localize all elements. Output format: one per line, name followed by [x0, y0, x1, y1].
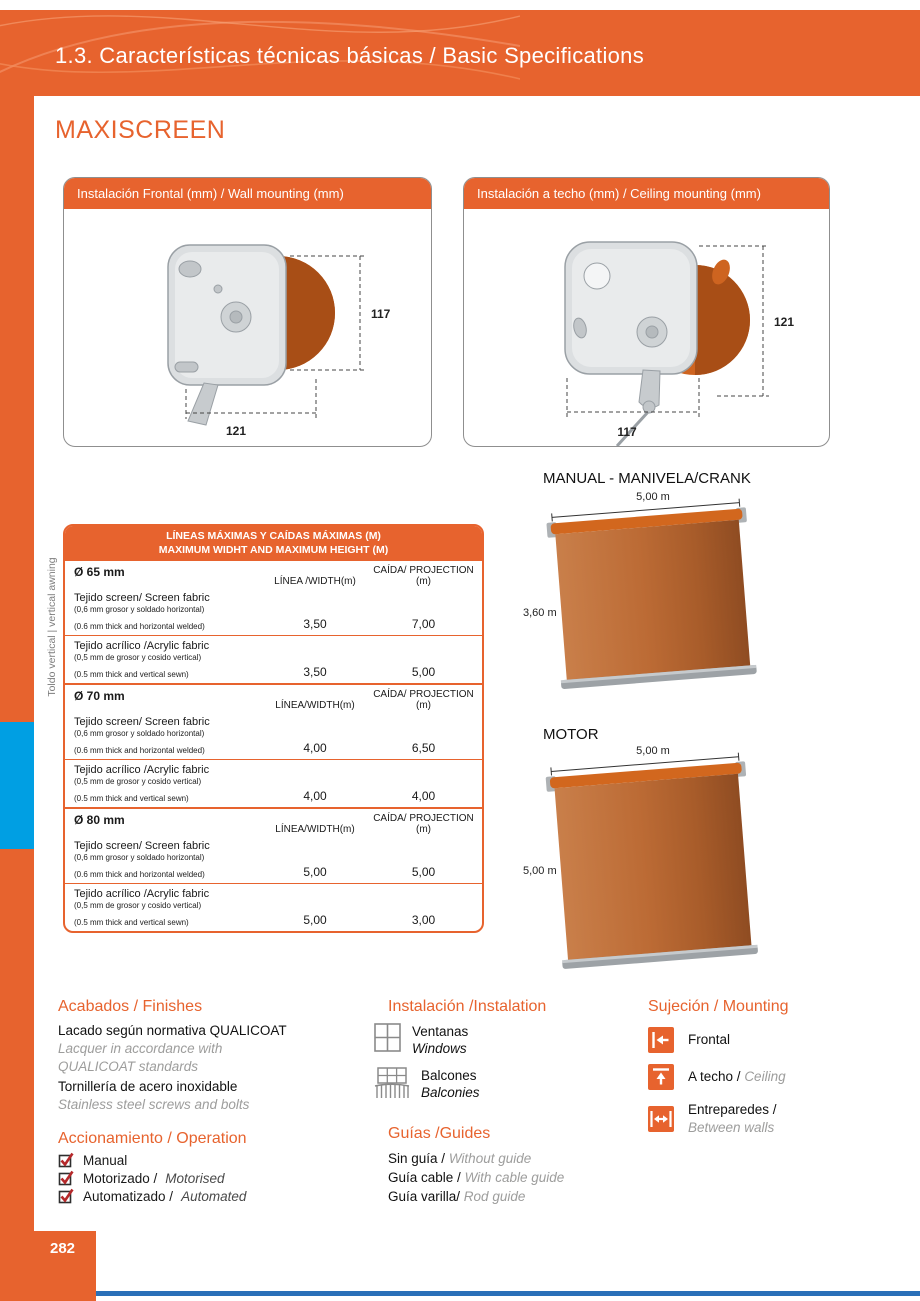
wall-dim-vertical: 117: [370, 306, 390, 321]
projection-value: 4,00: [411, 789, 436, 803]
mounting-label-es: Entreparedes /: [688, 1102, 777, 1117]
ceiling-dim-horizontal: 117: [616, 424, 637, 439]
projection-value: 5,00: [411, 865, 436, 879]
ceiling-mounting-diagram: [467, 210, 827, 446]
operation-label-es: Manual: [83, 1152, 128, 1168]
mounting-item: [648, 1027, 898, 1053]
ceiling-arrow-icon: [648, 1064, 674, 1090]
diameter-label: Ø 80 mm: [74, 813, 125, 827]
projection-value: 7,00: [411, 617, 436, 631]
motor-height-dim: 5,00 m: [523, 865, 557, 877]
table-row: [65, 884, 482, 931]
col-header-width: LÍNEA /WIDTH(m): [274, 576, 356, 587]
guide-item: [388, 1187, 609, 1206]
spec-table: [63, 524, 484, 933]
width-value: 3,50: [303, 617, 327, 631]
operation-label-en: Motorised: [165, 1170, 225, 1186]
side-strip: [0, 96, 34, 1301]
fabric-spec-es: (0,6 mm grosor y soldado horizontal): [74, 853, 205, 862]
guide-item: [388, 1149, 609, 1168]
side-vertical-label: Toldo vertical | vertical awning: [46, 557, 58, 697]
operation-item: [58, 1152, 338, 1168]
width-value: 4,00: [303, 789, 327, 803]
table-group-header: [65, 561, 482, 588]
motor-awning-label: MOTOR: [543, 726, 599, 743]
finishes-title: Acabados / Finishes: [58, 998, 203, 1015]
col-header-projection: CAÍDA/ PROJECTION (m): [373, 565, 474, 587]
wall-dim-horizontal: 121: [225, 423, 246, 438]
diameter-label: Ø 70 mm: [74, 689, 125, 703]
guide-label-en: Rod guide: [463, 1189, 526, 1204]
motor-awning-diagram: [515, 742, 770, 990]
wall-arrow-icon: [648, 1027, 674, 1053]
checkbox-checked-icon: [58, 1170, 75, 1186]
projection-value: 6,50: [411, 741, 436, 755]
fabric-name: Tejido acrílico /Acrylic fabric: [74, 640, 210, 652]
mounting-label-en: Ceiling: [744, 1069, 786, 1084]
fabric-spec-en: (0.6 mm thick and horizontal welded): [74, 745, 205, 755]
projection-value: 3,00: [411, 913, 436, 927]
page-header: [0, 10, 920, 96]
operation-label-es: Automatizado /: [83, 1188, 174, 1204]
page-title: 1.3. Características técnicas básicas / Basic Specifications: [55, 43, 645, 68]
width-value: 5,00: [303, 913, 327, 927]
fabric-name: Tejido acrílico /Acrylic fabric: [74, 764, 210, 776]
footer-divider: [96, 1291, 920, 1296]
guides-section: [388, 1125, 609, 1206]
installation-item: [374, 1023, 609, 1057]
mounting-label-es: A techo /: [688, 1069, 741, 1084]
mounting-label-es: Frontal: [688, 1032, 731, 1047]
mounting-item: [648, 1064, 898, 1090]
installation-title: Instalación /Instalation: [388, 998, 547, 1015]
operation-title: Accionamiento / Operation: [58, 1130, 247, 1147]
mounting-label-en: Between walls: [688, 1120, 775, 1135]
guide-item: [388, 1168, 609, 1187]
operation-item: [58, 1188, 338, 1204]
fabric-name: Tejido acrílico /Acrylic fabric: [74, 888, 210, 900]
installation-label-es: Ventanas: [412, 1024, 469, 1039]
projection-value: 5,00: [411, 665, 436, 679]
installation-label-es: Balcones: [421, 1068, 477, 1083]
window-icon: [374, 1023, 401, 1052]
installation-section: [374, 998, 609, 1206]
manual-height-dim: 3,60 m: [523, 607, 557, 619]
fabric-name: Tejido screen/ Screen fabric: [74, 716, 210, 728]
balcony-icon: [374, 1067, 410, 1100]
fabric-name: Tejido screen/ Screen fabric: [74, 592, 210, 604]
table-title-es: LÍNEAS MÁXIMAS Y CAÍDAS MÁXIMAS (M): [166, 530, 381, 542]
table-row: [65, 760, 482, 807]
finish-item-en: Lacquer in accordance with QUALICOAT standards: [58, 1041, 223, 1074]
installation-label-en: Balconies: [421, 1085, 480, 1100]
fabric-spec-es: (0,6 mm grosor y soldado horizontal): [74, 729, 205, 738]
col-header-projection: CAÍDA/ PROJECTION (m): [373, 689, 474, 711]
fabric-spec-en: (0.6 mm thick and horizontal welded): [74, 869, 205, 879]
fabric-spec-es: (0,5 mm de grosor y cosido vertical): [74, 901, 202, 910]
width-value: 4,00: [303, 741, 327, 755]
motor-width-dim: 5,00 m: [636, 745, 670, 757]
fabric-spec-en: (0.5 mm thick and vertical sewn): [74, 793, 189, 803]
wall-mounting-box: [63, 177, 432, 447]
guide-label-es: Guía varilla/: [388, 1189, 461, 1204]
checkbox-checked-icon: [58, 1152, 75, 1168]
width-value: 5,00: [303, 865, 327, 879]
finish-item-es: Lacado según normativa QUALICOAT: [58, 1023, 287, 1038]
guide-label-en: With cable guide: [464, 1170, 565, 1185]
finishes-section: [58, 998, 338, 1206]
section-color-tab: [0, 722, 34, 849]
fabric-name: Tejido screen/ Screen fabric: [74, 840, 210, 852]
fabric-spec-es: (0,6 mm grosor y soldado horizontal): [74, 605, 205, 614]
manual-awning-diagram: [515, 488, 770, 720]
fabric-spec-en: (0.5 mm thick and vertical sewn): [74, 917, 189, 927]
col-header-width: LÍNEA/WIDTH(m): [275, 824, 355, 835]
fabric-spec-en: (0.5 mm thick and vertical sewn): [74, 669, 189, 679]
table-group-header: [65, 809, 482, 836]
product-title: MAXISCREEN: [55, 116, 226, 144]
table-row: [65, 636, 482, 683]
installation-item: [374, 1067, 609, 1101]
footer-block: [0, 1231, 96, 1301]
table-group-header: [65, 685, 482, 712]
operation-label-en: Automated: [181, 1188, 247, 1204]
table-title-en: MAXIMUM WIDHT AND MAXIMUM HEIGHT (M): [158, 543, 389, 556]
table-row: [65, 588, 482, 635]
diameter-label: Ø 65 mm: [74, 565, 125, 579]
width-value: 3,50: [303, 665, 327, 679]
between-walls-arrow-icon: [648, 1106, 674, 1132]
mounting-title: Sujeción / Mounting: [648, 998, 789, 1015]
table-row: [65, 836, 482, 883]
checkbox-checked-icon: [58, 1188, 75, 1204]
manual-awning-label: MANUAL - MANIVELA/CRANK: [543, 470, 751, 487]
finish-item-en: Stainless steel screws and bolts: [58, 1097, 250, 1112]
table-row: [65, 712, 482, 759]
manual-width-dim: 5,00 m: [636, 491, 670, 503]
fabric-spec-en: (0.6 mm thick and horizontal welded): [74, 621, 205, 631]
fabric-spec-es: (0,5 mm de grosor y cosido vertical): [74, 777, 202, 786]
operation-label-es: Motorizado /: [83, 1170, 158, 1186]
page-number: 282: [50, 1240, 76, 1257]
mounting-section: [648, 998, 898, 1148]
finish-item-es: Tornillería de acero inoxidable: [58, 1079, 238, 1094]
operation-item: [58, 1170, 338, 1186]
guides-title: Guías /Guides: [388, 1125, 491, 1142]
wall-mounting-box-title: Instalación Frontal (mm) / Wall mounting (mm): [64, 178, 431, 209]
fabric-spec-es: (0,5 mm de grosor y cosido vertical): [74, 653, 202, 662]
guide-label-en: Without guide: [448, 1151, 532, 1166]
installation-label-en: Windows: [412, 1041, 467, 1056]
ceiling-dim-vertical: 121: [773, 314, 794, 329]
wall-mounting-diagram: [68, 213, 428, 443]
mounting-item: [648, 1101, 898, 1137]
ceiling-mounting-box-title: Instalación a techo (mm) / Ceiling mounting (mm): [464, 178, 829, 209]
guide-label-es: Sin guía /: [388, 1151, 446, 1166]
col-header-width: LÍNEA/WIDTH(m): [275, 700, 355, 711]
col-header-projection: CAÍDA/ PROJECTION (m): [373, 813, 474, 835]
ceiling-mounting-box: [463, 177, 830, 447]
guide-label-es: Guía cable /: [388, 1170, 461, 1185]
